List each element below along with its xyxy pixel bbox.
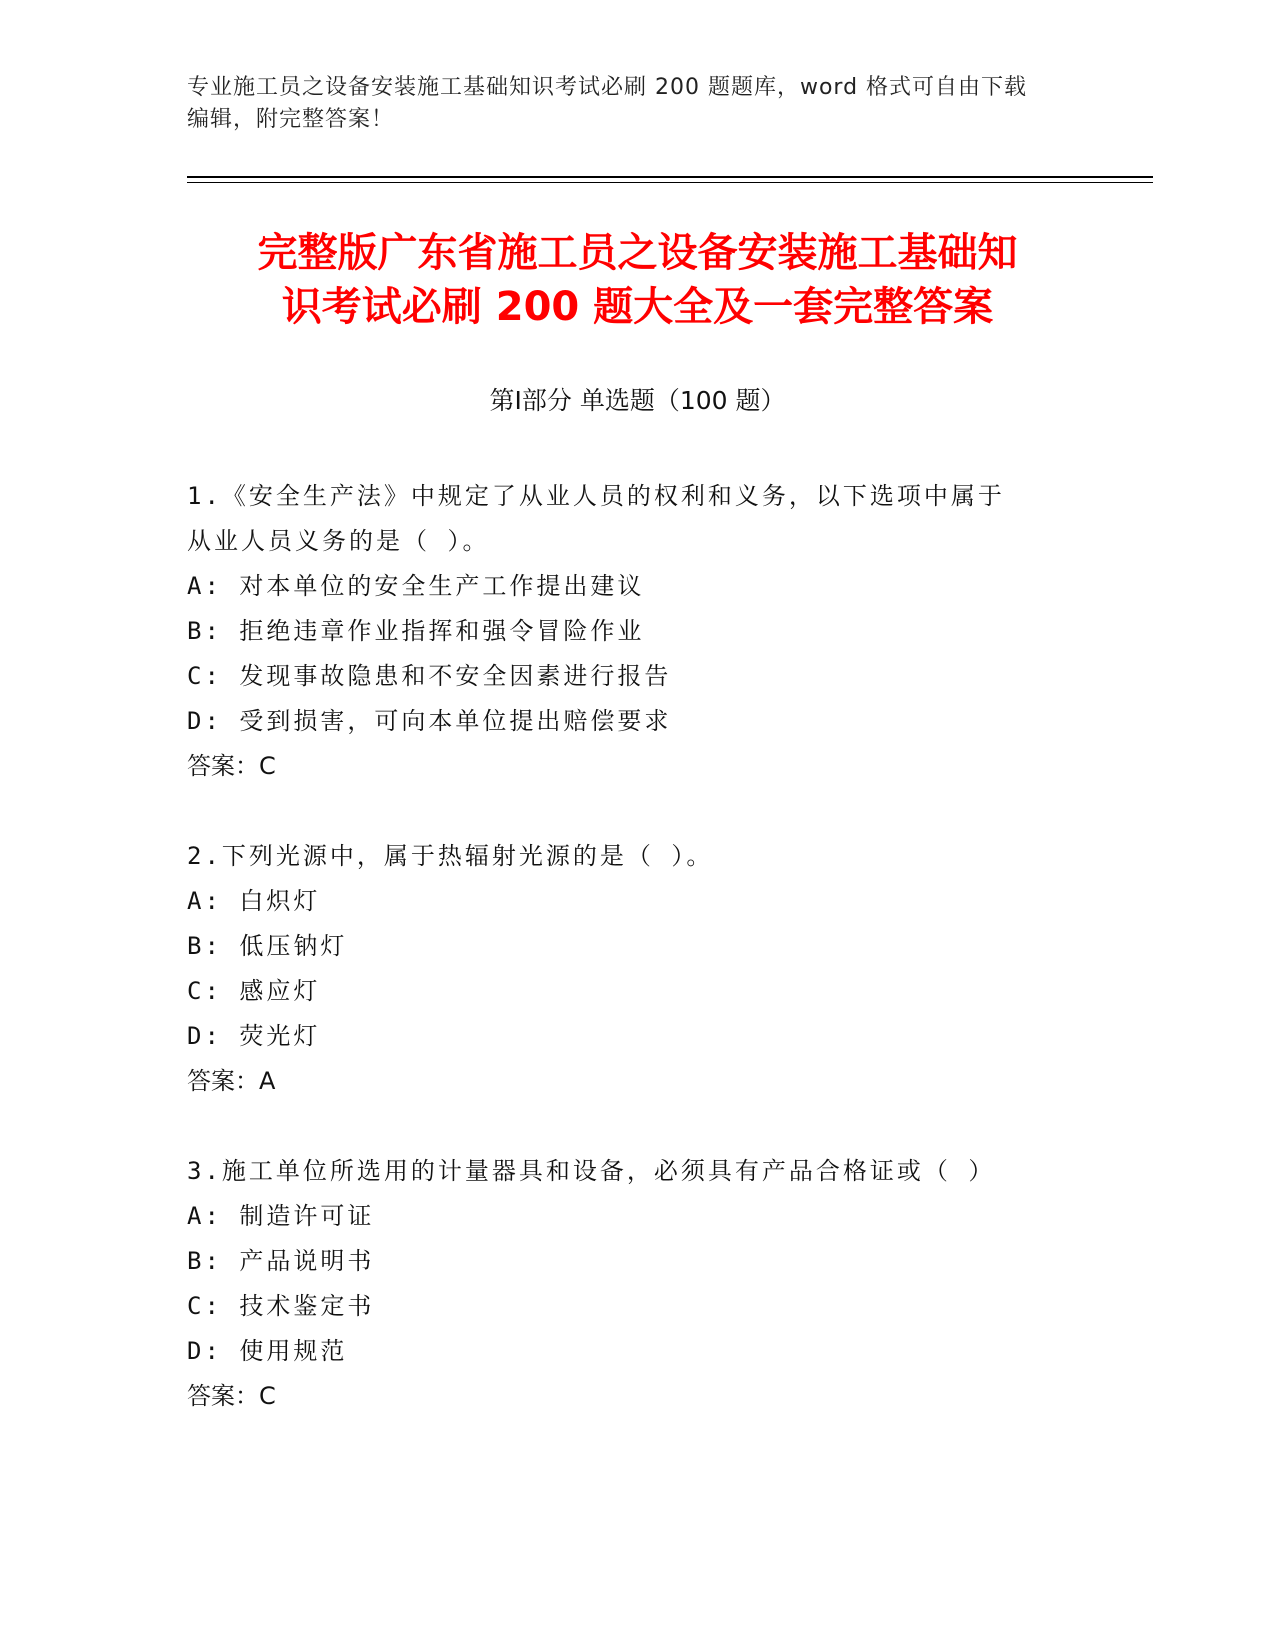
document-title-line-1: 完整版广东省施工员之设备安装施工基础知 bbox=[257, 230, 1018, 276]
option-c: C: 感应灯 bbox=[187, 977, 321, 1005]
question-2 bbox=[187, 834, 1087, 1104]
question-3 bbox=[187, 1149, 1087, 1419]
option-d: D: 使用规范 bbox=[187, 1337, 348, 1365]
option-d: D: 荧光灯 bbox=[187, 1022, 321, 1050]
document-title-line-2: 识考试必刷 200 题大全及一套完整答案 bbox=[281, 284, 994, 330]
header-note bbox=[187, 72, 1087, 136]
document-title bbox=[150, 226, 1125, 334]
question-list bbox=[187, 474, 1087, 1464]
question-stem-line-2: 从业人员义务的是（ ）。 bbox=[187, 527, 490, 555]
option-a: A: 白炽灯 bbox=[187, 887, 321, 915]
header-note-line-1: 专业施工员之设备安装施工基础知识考试必刷 200 题题库，word 格式可自由下载 bbox=[187, 75, 1028, 100]
option-b: B: 产品说明书 bbox=[187, 1247, 375, 1275]
option-a: A: 制造许可证 bbox=[187, 1202, 375, 1230]
option-b: B: 拒绝违章作业指挥和强令冒险作业 bbox=[187, 617, 645, 645]
answer: 答案：C bbox=[187, 752, 276, 780]
answer: 答案：A bbox=[187, 1067, 276, 1095]
question-1 bbox=[187, 474, 1087, 789]
question-stem-line-1: 2.下列光源中，属于热辐射光源的是（ ）。 bbox=[187, 842, 714, 870]
question-stem-line-1: 1.《安全生产法》中规定了从业人员的权利和义务，以下选项中属于 bbox=[187, 482, 1005, 510]
header-note-line-2: 编辑，附完整答案！ bbox=[187, 107, 395, 132]
header-divider-thick bbox=[187, 176, 1153, 178]
header-divider-thin bbox=[187, 182, 1153, 183]
option-d: D: 受到损害，可向本单位提出赔偿要求 bbox=[187, 707, 672, 735]
option-a: A: 对本单位的安全生产工作提出建议 bbox=[187, 572, 645, 600]
section-heading: 第Ⅰ部分 单选题（100 题） bbox=[489, 386, 786, 415]
option-c: C: 技术鉴定书 bbox=[187, 1292, 375, 1320]
question-stem-line-1: 3.施工单位所选用的计量器具和设备，必须具有产品合格证或（ ） bbox=[187, 1157, 996, 1185]
option-c: C: 发现事故隐患和不安全因素进行报告 bbox=[187, 662, 672, 690]
answer: 答案：C bbox=[187, 1382, 276, 1410]
option-b: B: 低压钠灯 bbox=[187, 932, 348, 960]
